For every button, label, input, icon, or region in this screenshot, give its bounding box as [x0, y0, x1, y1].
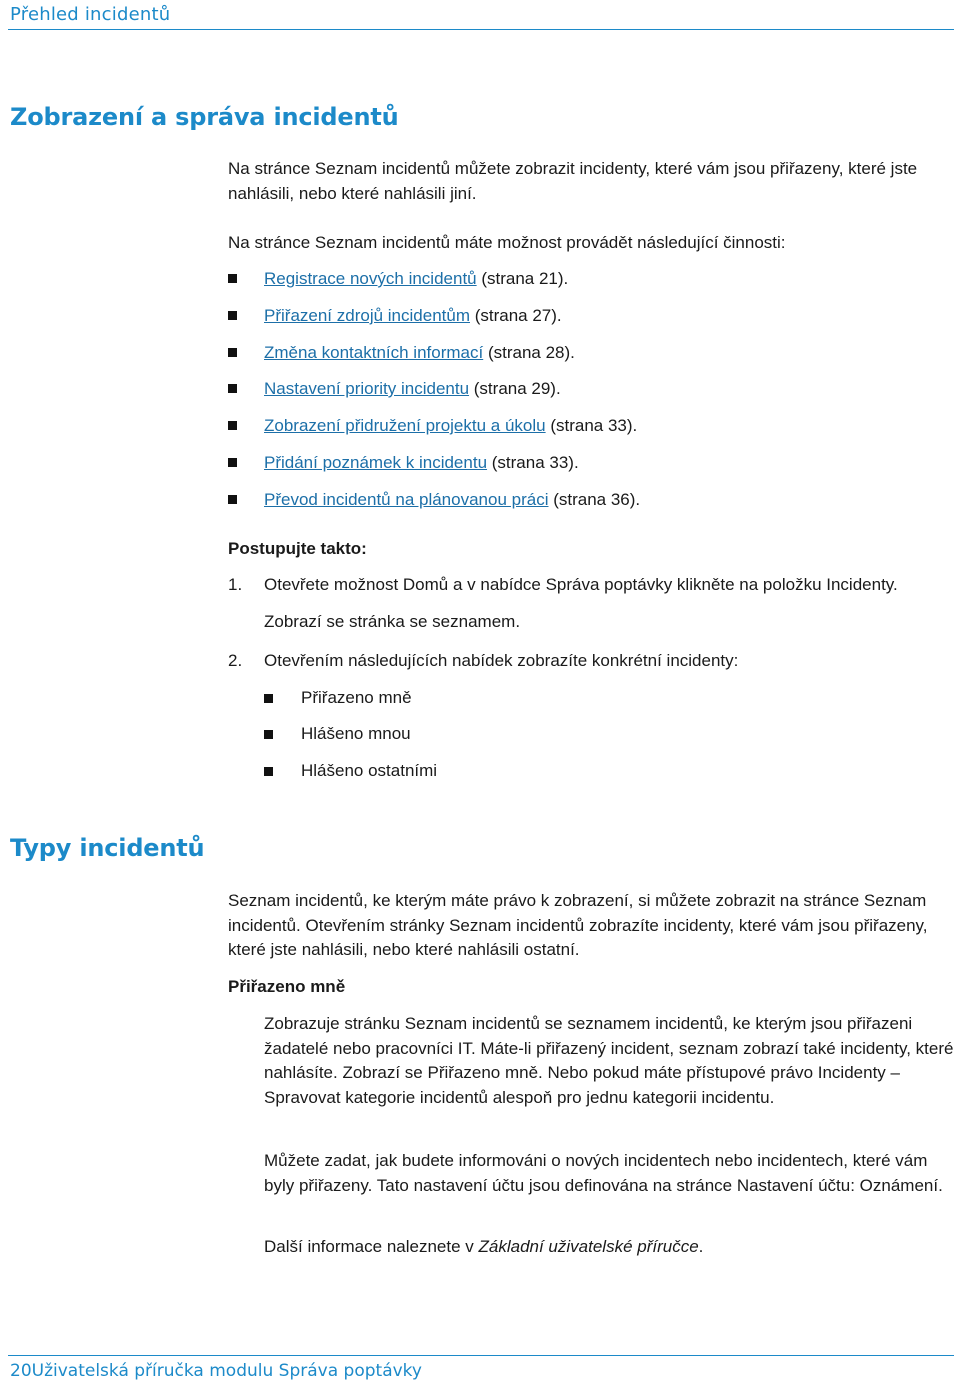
steps-heading: Postupujte takto: [228, 539, 367, 558]
page-ref: (strana 28). [483, 343, 575, 362]
menu-item-reported-by-me: Hlášeno mnou [301, 724, 411, 743]
page-ref: (strana 21). [476, 269, 569, 288]
square-bullet-icon [264, 694, 273, 703]
link-set-priority[interactable]: Nastavení priority incidentu [264, 379, 470, 398]
intro-paragraph: Na stránce Seznam incidentů můžete zobrazit incidenty, které vám jsou přiřazeny, které jste nahlásili, nebo které nahlásili jiní. [228, 159, 918, 203]
more-info-paragraph: Další informace naleznete v Základní uživatelské příručce. [264, 1237, 704, 1256]
square-bullet-icon [264, 767, 273, 776]
square-bullet-icon [228, 348, 237, 357]
link-register-incidents[interactable]: Registrace nových incidentů [264, 269, 477, 288]
square-bullet-icon [228, 495, 237, 504]
page-ref: (strana 36). [548, 490, 641, 509]
guide-title: Základní uživatelské příručce [478, 1237, 699, 1256]
menu-item-reported-by-others: Hlášeno ostatními [301, 761, 438, 780]
menu-item-assigned-to-me: Přiřazeno mně [301, 688, 412, 707]
step-2-text: Otevřením následujících nabídek zobrazíte konkrétní incidenty: [264, 651, 739, 670]
step-number: 1. [228, 575, 243, 594]
square-bullet-icon [228, 384, 237, 393]
header-rule [8, 29, 954, 30]
types-intro-paragraph: Seznam incidentů, ke kterým máte právo k zobrazení, si můžete zobrazit na stránce Seznam incidentů. Otevřením stránky Seznam incidentů zobrazíte incidenty, které vám jsou přiřazeny, které jste nahlásili, nebo které nahlásili ostatní. [228, 891, 928, 959]
square-bullet-icon [228, 458, 237, 467]
square-bullet-icon [228, 311, 237, 320]
link-project-association[interactable]: Zobrazení přidružení projektu a úkolu [264, 416, 546, 435]
link-add-notes[interactable]: Přidání poznámek k incidentu [264, 453, 488, 472]
running-footer: 20Uživatelská příručka modulu Správa poptávky [10, 1361, 422, 1381]
step-1-text: Otevřete možnost Domů a v nabídce Správa poptávky klikněte na položku Incidenty. [264, 575, 898, 594]
running-header: Přehled incidentů [10, 4, 171, 25]
section-heading-incidents: Zobrazení a správa incidentů [10, 103, 399, 131]
assigned-description: Zobrazuje stránku Seznam incidentů se seznamem incidentů, ke kterým jsou přiřazeni žadatelé nebo pracovníci IT. Máte-li přiřazený incident, seznam zobrazí také incidenty, které nahlásíte. Zobrazí se Přiřazeno mně. Nebo pokud máte přístupové právo Incidenty – Spravovat kategorie incidentů alespoň pro jednu kategorii incidentu. [264, 1014, 954, 1107]
step-number: 2. [228, 651, 243, 670]
lead-paragraph: Na stránce Seznam incidentů máte možnost provádět následující činnosti: [228, 233, 786, 252]
link-convert-to-planned-work[interactable]: Převod incidentů na plánovanou práci [264, 490, 549, 509]
notification-paragraph: Můžete zadat, jak budete informováni o nových incidentech nebo incidentech, které vám byly přiřazeny. Tato nastavení účtu jsou definována na stránce Nastavení účtu: Oznámení. [264, 1151, 943, 1195]
subheading-assigned-to-me: Přiřazeno mně [228, 977, 346, 996]
footer-rule [8, 1355, 954, 1356]
link-assign-resources[interactable]: Přiřazení zdrojů incidentům [264, 306, 470, 325]
page-ref: (strana 29). [469, 379, 561, 398]
page-ref: (strana 33). [545, 416, 638, 435]
page-ref: (strana 33). [487, 453, 579, 472]
square-bullet-icon [264, 730, 273, 739]
square-bullet-icon [228, 421, 237, 430]
page-ref: (strana 27). [469, 306, 562, 325]
square-bullet-icon [228, 274, 237, 283]
section-heading-incident-types: Typy incidentů [10, 834, 205, 862]
step-1-result: Zobrazí se stránka se seznamem. [264, 612, 521, 631]
link-change-contact[interactable]: Změna kontaktních informací [264, 343, 484, 362]
